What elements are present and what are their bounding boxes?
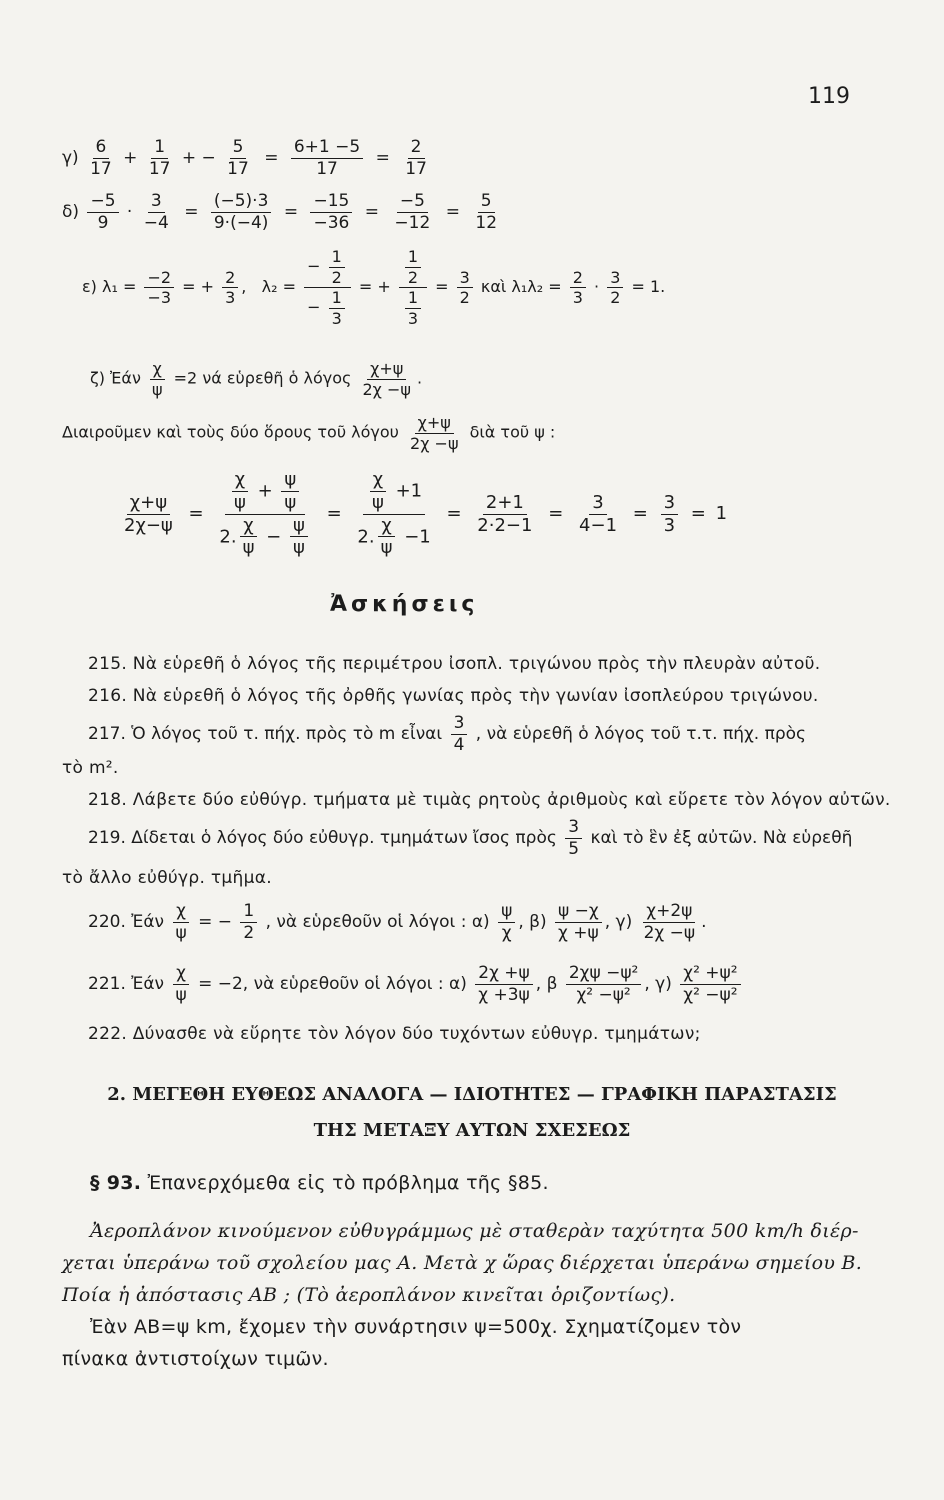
- para-number: § 93.: [90, 1172, 142, 1194]
- example-e: ε) λ₁ = $\frac{-2}{-3}$ = + $\frac{2}{3}$ , λ₂ = − $\frac{1}{2}$ − $\frac{1}{3}$ = + $\frac{\frac{1}{2}}{\frac{1}{3}}$ = $\frac{3}{2}$ καὶ λ₁λ₂ = $\frac{2}{3}$ · $\frac{3}{2}$ = 1.: [82, 247, 666, 328]
- z-mid: =2 νά εὑρεθῆ ὁ λόγος: [173, 368, 352, 388]
- e221-b: = −2, νὰ εὑρεθοῦν οἱ λόγοι : α): [198, 974, 467, 995]
- exercise-216: 216. Νὰ εὑρεθῆ ὁ λόγος τῆς ὀρθῆς γωνίας πρὸς τὴν γωνίαν ἰσοπλεύρου τριγώνου.: [88, 686, 819, 706]
- e220-b: , νὰ εὑρεθοῦν οἱ λόγοι : α): [265, 912, 490, 933]
- e217-a: 217. Ὁ λόγος τοῦ τ. πήχ. πρὸς τὸ m εἶναι: [88, 724, 443, 745]
- label-g: γ): [62, 148, 79, 169]
- fraction: $\frac{3}{2}$: [457, 269, 473, 307]
- fraction: $\frac{\psi}{\chi}$: [498, 902, 515, 942]
- body-line-1: Ἐὰν ΑΒ=ψ km, ἔχομεν τὴν συνάρτησιν ψ=500χ. Σχηματίζομεν τὸν: [90, 1316, 742, 1338]
- exercise-219-end: τὸ ἄλλο εὐθύγρ. τμῆμα.: [62, 868, 272, 888]
- exercises-title: Ἀσκήσεις: [330, 592, 479, 617]
- e219-a: 219. Δίδεται ὁ λόγος δύο εὐθυγρ. τμημάτων ἴσος πρὸς: [88, 828, 557, 849]
- fraction: $\frac{\text{χ² +ψ²}}{\text{χ² −ψ²}}$: [680, 964, 740, 1004]
- exercise-217: [88, 714, 806, 754]
- fraction: $\frac{\chi}{\psi}$ + $\frac{\psi}{\psi}$ 2. $\frac{\chi}{\psi}$ − $\frac{\psi}{\psi}$: [216, 470, 313, 558]
- fraction: $\frac{\frac{1}{2}}{\frac{1}{3}}$: [399, 248, 427, 327]
- fraction: $\frac{2}{3}$: [222, 269, 238, 307]
- fraction: $\frac{(-5)\cdot 3}{9\cdot(-4)}$: [211, 192, 272, 232]
- exercise-221: 221. Ἐάν $\frac{\chi}{\psi}$ = −2, νὰ εὑρεθοῦν οἱ λόγοι : α) $\frac{2\chi +\psi}{\chi +3\psi}$ , β $\frac{\text{2χψ −ψ²}}{\text{χ² −ψ²}}$ , γ) $\frac{\text{χ² +ψ²}}{\text{χ² −ψ²}}$: [88, 964, 744, 1004]
- fraction: $\frac{\chi}{\psi}$: [149, 360, 166, 398]
- divide-text: Διαιροῦμεν καὶ τοὺς δύο ὅρους τοῦ λόγου: [62, 422, 399, 442]
- fraction: $\frac{2\chi +\psi}{\chi +3\psi}$: [475, 964, 533, 1004]
- fraction: $\frac{\chi+2\psi}{2\chi -\psi}$: [643, 901, 696, 943]
- fraction: $\frac{5}{17}$: [227, 137, 249, 179]
- fraction: $\frac{\chi+\psi}{2\chi -\psi}$: [362, 359, 411, 399]
- exercise-219: [88, 818, 852, 858]
- section-heading-1: 2. ΜΕΓΕΘΗ ΕΥΘΕΩΣ ΑΝΑΛΟΓΑ — ΙΔΙΟΤΗΤΕΣ — ΓΡΑΦΙΚΗ ΠΑΡΑΣΤΑΣΙΣ: [107, 1084, 837, 1105]
- paragraph-93: [90, 1172, 549, 1194]
- fraction: $\frac{-5}{9}$: [87, 192, 118, 232]
- example-g: γ) $\frac{6}{17}$ + $\frac{1}{17}$ + − $\frac{5}{17}$ = $\frac{6+1 -5}{17}$ = $\frac{2}{17}$: [62, 138, 433, 178]
- fraction: $\frac{6+1 -5}{17}$: [291, 138, 363, 178]
- problem-line-3: Ποία ἡ ἀπόστασις ΑΒ ; (Τὸ ἀεροπλάνον κινεῖται ὁριζοντίως).: [62, 1284, 676, 1306]
- fraction: $\frac{1}{17}$: [148, 137, 171, 179]
- fraction: $\frac{3}{-4}$: [143, 191, 169, 233]
- label-d: δ): [62, 202, 80, 223]
- fraction: $\frac{6}{17}$: [90, 137, 112, 179]
- fraction: $\frac{-15}{-36}$: [310, 192, 352, 232]
- body-line-2: πίνακα ἀντιστοίχων τιμῶν.: [62, 1348, 329, 1370]
- fraction: $\frac{\chi}{\psi}$: [172, 902, 189, 942]
- fraction: $\frac{3}{3}$: [661, 493, 678, 536]
- fraction: $\frac{\chi+\psi}{2\chi-\psi}$: [124, 491, 173, 536]
- example-z: ζ) Ἐάν $\frac{\chi}{\psi}$ =2 νά εὑρεθῆ ὁ λόγος $\frac{\chi+\psi}{2\chi -\psi}$ .: [90, 359, 423, 399]
- fraction: $\frac{\chi}{\psi}$: [172, 964, 189, 1004]
- example-d: δ) $\frac{-5}{9}$ · $\frac{3}{-4}$ = $\frac{(-5)\cdot 3}{9\cdot(-4)}$ = $\frac{-15}{-36}$ = $\frac{-5}{-12}$ = $\frac{5}{12}$: [62, 192, 503, 232]
- fraction: $\frac{3}{4-1}$: [579, 491, 618, 536]
- e217-b: , νὰ εὑρεθῆ ὁ λόγος τοῦ τ.τ. πήχ. πρὸς: [475, 724, 807, 745]
- fraction: $\frac{2}{3}$: [570, 269, 586, 307]
- big-equation: $\frac{\chi+\psi}{2\chi-\psi}$ = $\frac{\chi}{\psi}$ + $\frac{\psi}{\psi}$ 2. $\frac{\chi}{\psi}$ − $\frac{\psi}{\psi}$ = $\frac{\chi}{\psi}$ +1 2. $\frac{\chi}{\psi}$ −1 = $\frac{2+1}{2\cdot 2-1}$ = $\frac{3}{4-1}$ = $\frac{3}{3}$ = 1: [118, 470, 727, 558]
- exercise-217-end: τὸ m².: [62, 758, 119, 778]
- fraction: $\frac{\psi -\chi}{\chi +\psi}$: [555, 902, 602, 942]
- fraction: − $\frac{1}{2}$ − $\frac{1}{3}$: [304, 248, 351, 327]
- fraction: $\frac{2+1}{2\cdot 2-1}$: [477, 491, 533, 536]
- para-text: Ἐπανερχόμεθα εἰς τὸ πρόβλημα τῆς §85.: [147, 1172, 549, 1194]
- fraction: $\frac{\text{2χψ −ψ²}}{\text{χ² −ψ²}}$: [566, 964, 642, 1004]
- fraction: $\frac{\chi+\psi}{2\chi -\psi}$: [410, 413, 459, 453]
- e219-b: καὶ τὸ ἓν ἐξ αὐτῶν. Νὰ εὑρεθῆ: [590, 828, 853, 849]
- page-number: 119: [808, 84, 850, 109]
- exercise-218: 218. Λάβετε δύο εὐθύγρ. τμήματα μὲ τιμὰς ρητοὺς ἀριθμοὺς καὶ εὕρετε τὸν λόγον αὐτῶν.: [88, 790, 891, 810]
- fraction: $\frac{3}{5}$: [565, 818, 582, 858]
- exercise-215: 215. Νὰ εὑρεθῆ ὁ λόγος τῆς περιμέτρου ἰσοπλ. τριγώνου πρὸς τὴν πλευρὰν αὐτοῦ.: [88, 654, 821, 674]
- divide-line: [62, 414, 555, 452]
- fraction: $\frac{3}{2}$: [607, 269, 623, 307]
- fraction: $\frac{1}{2}$: [240, 902, 257, 942]
- fraction: $\frac{-2}{-3}$: [144, 269, 174, 307]
- fraction: $\frac{3}{4}$: [451, 714, 468, 754]
- exercise-220: 220. Ἐάν $\frac{\chi}{\psi}$ = − $\frac{1}{2}$ , νὰ εὑρεθοῦν οἱ λόγοι : α) $\frac{\psi}{\chi}$ , β) $\frac{\psi -\chi}{\chi +\psi}$ , γ) $\frac{\chi+2\psi}{2\chi -\psi}$ .: [88, 901, 707, 943]
- fraction: $\frac{-5}{-12}$: [394, 191, 431, 233]
- exercise-222: 222. Δύνασθε νὰ εὕρητε τὸν λόγον δύο τυχόντων εὐθυγρ. τμημάτων;: [88, 1024, 701, 1044]
- fraction: $\frac{\chi}{\psi}$ +1 2. $\frac{\chi}{\psi}$ −1: [357, 469, 431, 559]
- e220-a: 220. Ἐάν: [88, 912, 165, 933]
- kai-word: καὶ: [480, 277, 507, 297]
- z-intro: ζ) Ἐάν: [90, 368, 141, 388]
- problem-line-1: Ἀεροπλάνον κινούμενον εὐθυγράμμως μὲ σταθερὰν ταχύτητα 500 km/h διέρ-: [90, 1220, 859, 1242]
- e221-a: 221. Ἐάν: [88, 974, 165, 995]
- label-e: ε): [82, 277, 97, 297]
- problem-line-2: χεται ὑπεράνω τοῦ σχολείου μας Α. Μετὰ χ ὥρας διέρχεται ὑπεράνω σημείου Β.: [62, 1252, 863, 1274]
- divide-by: διὰ τοῦ ψ :: [469, 422, 556, 442]
- section-heading-2: ΤΗΣ ΜΕΤΑΞΥ ΑΥΤΩΝ ΣΧΕΣΕΩΣ: [313, 1120, 631, 1141]
- fraction: $\frac{5}{12}$: [475, 191, 498, 233]
- fraction: $\frac{2}{17}$: [405, 137, 427, 179]
